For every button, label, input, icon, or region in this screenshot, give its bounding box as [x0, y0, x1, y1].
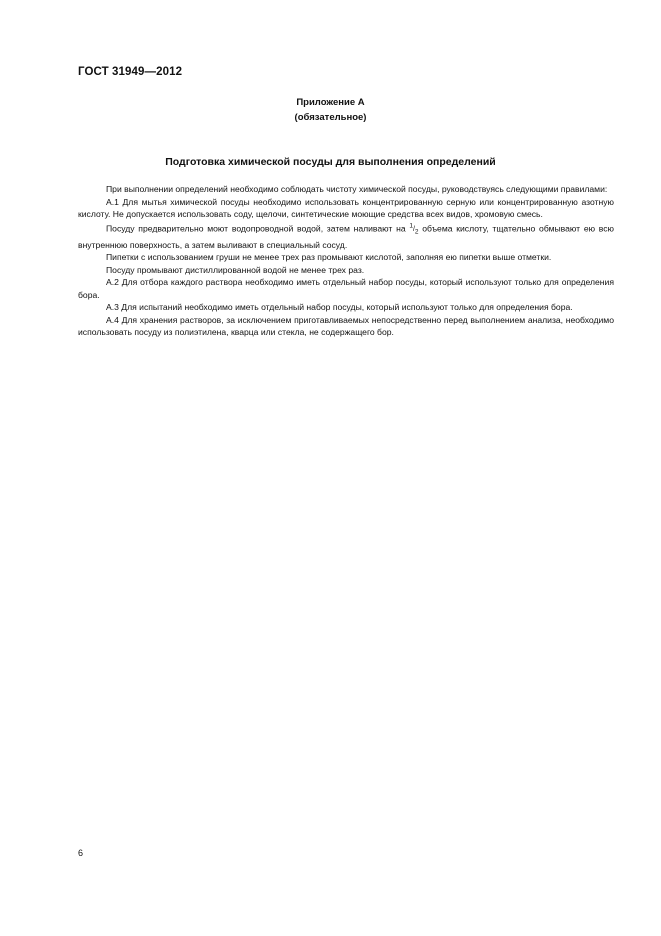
appendix-label: Приложение А: [296, 97, 365, 108]
paragraph-pipettes: Пипетки с использованием груши не менее трех раз промывают кислотой, заполняя ею пипетки выше отметки.: [106, 252, 552, 263]
paragraph-a3: А.3 Для испытаний необходимо иметь отдельный набор посуды, который используют только для определения бора.: [106, 302, 573, 313]
paragraph-a2: А.2 Для отбора каждого раствора необходимо иметь отдельный набор посуды, который используют только для определения бора.: [78, 277, 614, 300]
fraction-numerator: 1: [409, 222, 413, 230]
paragraph-a1: А.1 Для мытья химической посуды необходимо использовать концентрированную серную или концентрированную азотную кислоту. Не допускается использовать соду, щелочи, синтетические моющие средства всех видов, хромовую смесь.: [78, 196, 614, 219]
appendix-status: (обязательное): [294, 112, 367, 123]
appendix-heading: [0, 95, 661, 125]
paragraph-a4: А.4 Для хранения растворов, за исключением приготавливаемых непосредственно перед выполнением анализа, необходимо использовать посуду из полиэтилена, кварца или стекла, не содержащего бор.: [78, 314, 614, 338]
page-number: 6: [78, 848, 84, 858]
body-text: [78, 183, 614, 339]
paragraph-rinse: [78, 221, 614, 252]
fraction-denominator: 2: [414, 228, 419, 236]
section-title: Подготовка химической посуды для выполнения определений: [165, 156, 496, 168]
paragraph-intro: При выполнении определений необходимо соблюдать чистоту химической посуды, руководствуясь следующими правилами:: [106, 184, 608, 194]
paragraph-rinse-start: Посуду предварительно моют водопроводной водой, затем наливают на: [106, 222, 410, 233]
paragraph-rinse-end: объема кислоту, тщательно обмывают ею всю внутреннюю поверхность, а затем выливают в специальный сосуд.: [78, 222, 614, 250]
fraction-one-half: $^1/_2$: [409, 222, 419, 236]
document-header: ГОСТ 31949—2012: [78, 66, 183, 78]
paragraph-distilled: Посуду промывают дистиллированной водой не менее трех раз.: [106, 264, 365, 275]
